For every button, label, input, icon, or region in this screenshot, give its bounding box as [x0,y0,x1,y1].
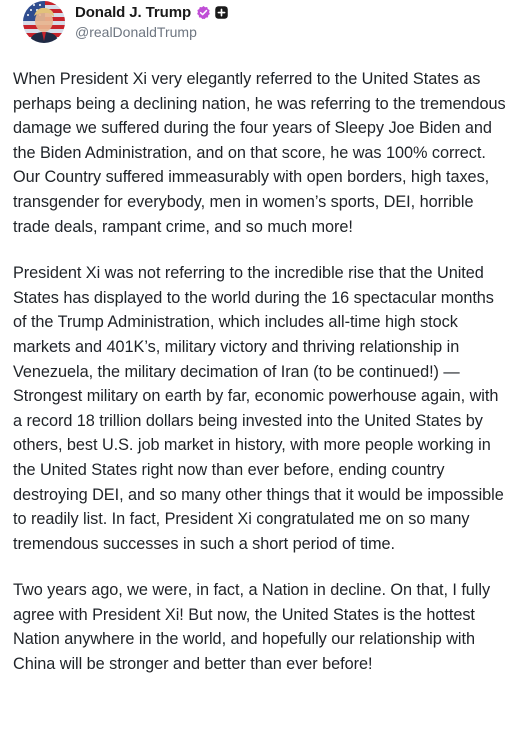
post-paragraph: Two years ago, we were, in fact, a Nation in decline. On that, I fully agree with President Xi! But now, the United States is the hottest Nation anywhere in the world, and hopefully our relationship with China will be stronger and better than ever before! [13,581,491,674]
avatar[interactable] [23,1,65,43]
post-body [13,67,511,677]
verified-badge-icon [196,5,211,20]
plus-badge-icon [214,5,228,19]
author-block [75,3,228,40]
name-row [75,3,228,21]
post-paragraph: When President Xi very elegantly referred to the United States as perhaps being a declining nation, he was referring to the tremendous damage we suffered during the four years of Sleepy Joe Biden and the Biden Administration, and on that score, he was 100% correct. Our Country suffered immeasurably with open borders, high taxes, transgender for everybody, men in women’s sports, DEI, horrible trade deals, rampant crime, and so much more! [13,70,506,236]
post-paragraph: President Xi was not referring to the incredible rise that the United States has displayed to the world during the 16 spectacular months of the Trump Administration, which includes all-time high stock markets and 401K’s, military victory and thriving relationship in Venezuela, the military decimation of Iran (to be continued!) — Strongest military on earth by far, economic powerhouse again, with a record 18 trillion dollars being invested into the United States by others, best U.S. job market in history, with more people working in the United States right now than ever before, ending country destroying DEI, and so many other things that it would be impossible to readily list. In fact, President Xi congratulated me on so many tremendous successes in such a short period of time. [13,264,504,553]
author-display-name[interactable]: Donald J. Trump [75,3,192,21]
post-header [13,0,511,58]
profile-avatar-icon [23,1,65,43]
author-handle[interactable]: @realDonaldTrump [75,24,197,40]
